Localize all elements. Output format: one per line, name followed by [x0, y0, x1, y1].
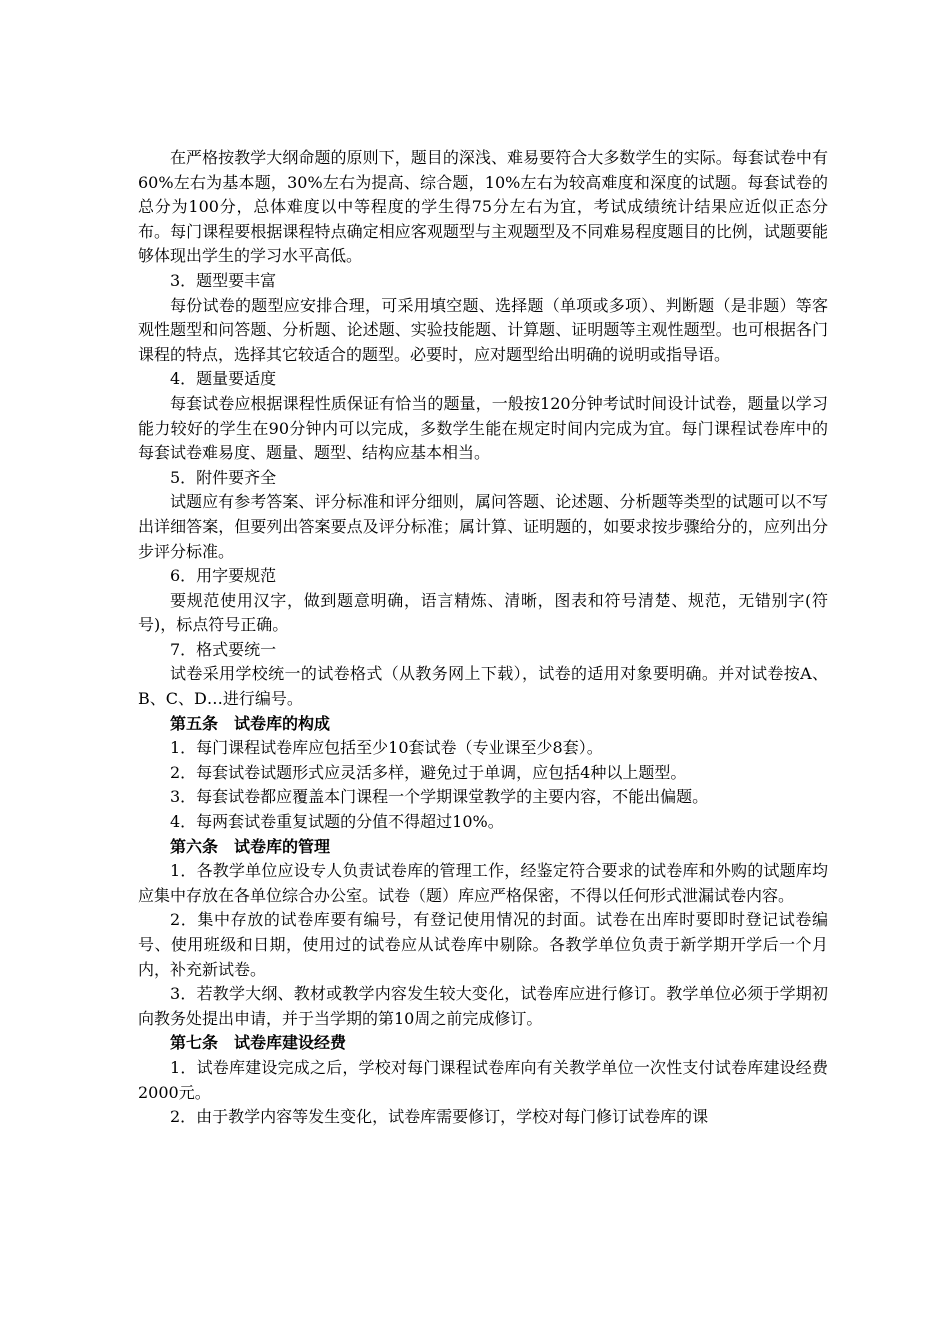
document-body [138, 146, 828, 1130]
article-5-item-4: 4．每两套试卷重复试题的分值不得超过10%。 [170, 812, 504, 832]
paragraph-question-amount: 每套试卷应根据课程性质保证有恰当的题量，一般按120分钟考试时间设计试卷，题量以学习能力较好的学生在90分钟内可以完成，多数学生能在规定时间内完成为宜。每门课程试卷库中的每套试卷难易度、题量、题型、结构应基本相当。 [138, 393, 828, 463]
item-heading-5: 5．附件要齐全 [170, 467, 277, 487]
article-5-item-2: 2．每套试卷试题形式应灵活多样，避免过于单调，应包括4种以上题型。 [170, 762, 687, 782]
article-6-item-3: 3．若教学大纲、教材或教学内容发生较大变化，试卷库应进行修订。教学单位必须于学期初向教务处提出申请，并于当学期的第10周之前完成修订。 [138, 984, 828, 1028]
paragraph-attachments: 试题应有参考答案、评分标准和评分细则，属问答题、论述题、分析题等类型的试题可以不写出详细答案，但要列出答案要点及评分标准；属计算、证明题的，如要求按步骤给分的，应列出分步评分标准。 [138, 492, 828, 561]
article-6-item-2: 2．集中存放的试卷库要有编号，有登记使用情况的封面。试卷在出库时要即时登记试卷编号、使用班级和日期，使用过的试卷应从试卷库中剔除。各教学单位负责于新学期开学后一个月内，补充新试卷。 [138, 910, 828, 979]
item-heading-7: 7．格式要统一 [170, 639, 277, 659]
paragraph-principle: 在严格按教学大纲命题的原则下，题目的深浅、难易要符合大多数学生的实际。每套试卷中有60%左右为基本题，30%左右为提高、综合题，10%左右为较高难度和深度的试题。每套试卷的总分为100分，总体难度以中等程度的学生得75分左右为宜，考试成绩统计结果应近似正态分布。每门课程要根据课程特点确定相应客观题型与主观题型及不同难易程度题目的比例，试题要能够体现出学生的学习水平高低。 [138, 148, 828, 266]
paragraph-question-types: 每份试卷的题型应安排合理，可采用填空题、选择题（单项或多项）、判断题（是非题）等客观性题型和问答题、分析题、论述题、实验技能题、计算题、证明题等主观性题型。也可根据各门课程的特点，选择其它较适合的题型。必要时，应对题型给出明确的说明或指导语。 [138, 295, 828, 364]
paragraph-format: 试卷采用学校统一的试卷格式（从教务网上下载），试卷的适用对象要明确。并对试卷按A、B、C、D…进行编号。 [138, 664, 828, 709]
item-heading-3: 3．题型要丰富 [170, 270, 277, 290]
item-heading-4: 4．题量要适度 [170, 369, 277, 389]
article-7-item-1: 1．试卷库建设完成之后，学校对每门课程试卷库向有关教学单位一次性支付试卷库建设经费2000元。 [138, 1057, 828, 1102]
article-6-item-1: 1．各教学单位应设专人负责试卷库的管理工作，经鉴定符合要求的试卷库和外购的试题库均应集中存放在各单位综合办公室。试卷（题）库应严格保密，不得以任何形式泄漏试卷内容。 [138, 861, 828, 905]
article-6-heading: 第六条 试卷库的管理 [170, 836, 331, 856]
article-7-heading: 第七条 试卷库建设经费 [170, 1033, 347, 1053]
article-7-item-2: 2．由于教学内容等发生变化，试卷库需要修订，学校对每门修订试卷库的课 [170, 1107, 709, 1127]
article-5-item-3: 3．每套试卷都应覆盖本门课程一个学期课堂教学的主要内容，不能出偏题。 [170, 787, 709, 807]
item-heading-6: 6．用字要规范 [170, 566, 277, 586]
paragraph-wording: 要规范使用汉字，做到题意明确，语言精炼、清晰，图表和符号清楚、规范，无错别字(符号)，标点符号正确。 [138, 590, 828, 635]
article-5-item-1: 1．每门课程试卷库应包括至少10套试卷（专业课至少8套）。 [170, 738, 603, 758]
article-5-heading: 第五条 试卷库的构成 [170, 713, 331, 733]
